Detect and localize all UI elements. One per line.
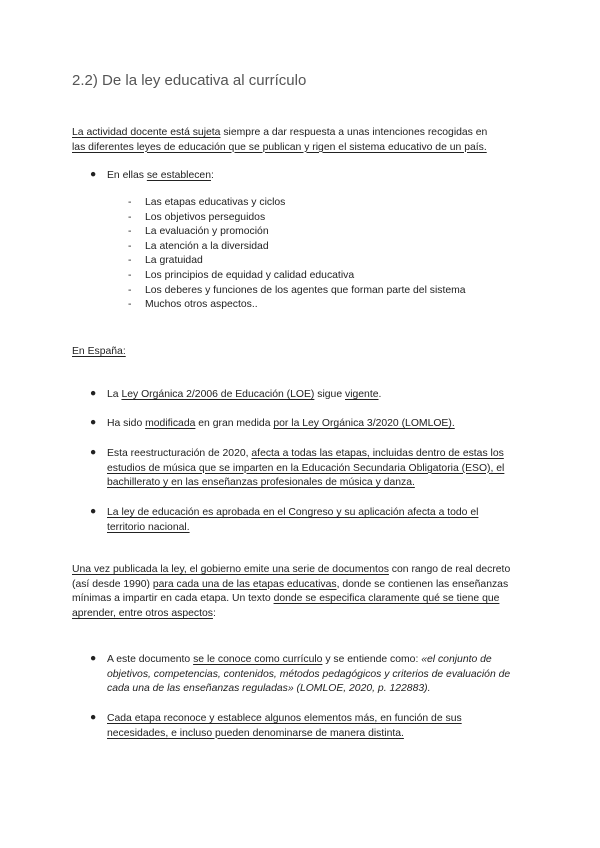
p2-underlined-3: donde se especifica claramente qué se tiene que aprender, entre otros aspectos: [72, 593, 500, 619]
b2-pre: Ha sido: [107, 418, 146, 429]
bullet-loe: [90, 388, 512, 403]
list-item: - Los objetivos perseguidos: [128, 211, 466, 226]
b5-pre: A este documento: [107, 654, 194, 665]
ellas-underlined: se establecen: [146, 170, 211, 181]
list-item: - Los principios de equidad y calidad educativa: [128, 269, 466, 284]
bullet-dot: ●: [90, 388, 97, 399]
p2-underlined-1: Una vez publicada la ley, el gobierno emite una serie de documentos: [72, 564, 389, 575]
intro-paragraph: [72, 126, 528, 155]
b5-underlined: se le conoce como currículo: [193, 654, 323, 665]
section-heading: 2.2) De la ley educativa al currículo: [72, 72, 307, 89]
p2-text-3: :: [212, 607, 216, 619]
intro-underlined-1: La actividad docente está sujeta: [72, 127, 221, 138]
p2-text-2: , donde se contienen las enseñanzas mínimas a impartir en cada etapa. Un texto: [72, 578, 509, 605]
list-item: - Las etapas educativas y ciclos: [128, 196, 466, 211]
intro-text-1: siempre a dar respuesta a unas intenciones recogidas en: [220, 127, 488, 138]
bullet-dot: ●: [90, 447, 97, 458]
b1-pre: La: [107, 389, 122, 400]
bullet-restructuring: [90, 447, 512, 491]
b1-mid: sigue: [314, 389, 345, 400]
list-item: - Los deberes y funciones de los agentes que forman parte del sistema: [128, 284, 466, 299]
bullet-ellas: [90, 169, 512, 184]
spain-heading: En España:: [72, 346, 126, 357]
list-item: - La atención a la diversidad: [128, 240, 466, 255]
b6-underlined: Cada etapa reconoce y establece algunos elementos más, en función de sus necesidades, e incluso pueden denominarse de manera distinta.: [107, 713, 462, 739]
b3-pre: Esta reestructuración de 2020,: [107, 448, 252, 459]
b1-underlined-1: Ley Orgánica 2/2006 de Educación (LOE): [121, 389, 315, 400]
b5-quote: «el conjunto de objetivos, competencias, contenidos, métodos pedagógicos y criterios de evaluación de cada una de las enseñanzas reguladas» (LOMLOE, 2020, p. 122883).: [107, 654, 511, 695]
bullet-dot: ●: [90, 506, 97, 517]
p2-text-1: con rango de real decreto (así desde 1990): [72, 564, 511, 590]
list-item: - Muchos otros aspectos..: [128, 298, 466, 313]
bullet-curriculum-def: [90, 653, 512, 697]
curriculum-paragraph: [72, 563, 528, 621]
b1-underlined-2: vigente: [345, 389, 379, 400]
b4-underlined: La ley de educación es aprobada en el Congreso y su aplicación afecta a todo el territorio nacional.: [107, 507, 479, 533]
ellas-pre: En ellas: [107, 170, 147, 181]
bullet-dot: ●: [90, 712, 97, 723]
list-item: - La evaluación y promoción: [128, 225, 466, 240]
b2-underlined-1: modificada: [145, 418, 196, 429]
bullet-dot: ●: [90, 653, 97, 664]
b2-mid: en gran medida: [195, 418, 274, 429]
b2-underlined-2: por la Ley Orgánica 3/2020 (LOMLOE).: [273, 418, 455, 429]
bullet-dot: ●: [90, 169, 97, 180]
bullet-lomloe: [90, 417, 512, 432]
b5-mid: y se entiende como:: [322, 654, 422, 665]
bullet-dot: ●: [90, 417, 97, 428]
b3-underlined: afecta a todas las etapas, incluidas dentro de estas los estudios de música que se imparten en la Educación Secundaria Obligatoria (ESO), el bachillerato y en las enseñanzas profesionales de música y danza.: [107, 448, 505, 489]
p2-underlined-2: para cada una de las etapas educativas: [152, 578, 337, 590]
b1-post: .: [378, 389, 382, 400]
ellas-post: :: [210, 170, 214, 181]
list-item: - La gratuidad: [128, 254, 466, 269]
aspects-list: [128, 196, 466, 313]
intro-underlined-2: las diferentes leyes de educación que se publican y rigen el sistema educativo de un país.: [72, 141, 487, 153]
bullet-congress: [90, 506, 512, 535]
bullet-stages: [90, 712, 512, 741]
